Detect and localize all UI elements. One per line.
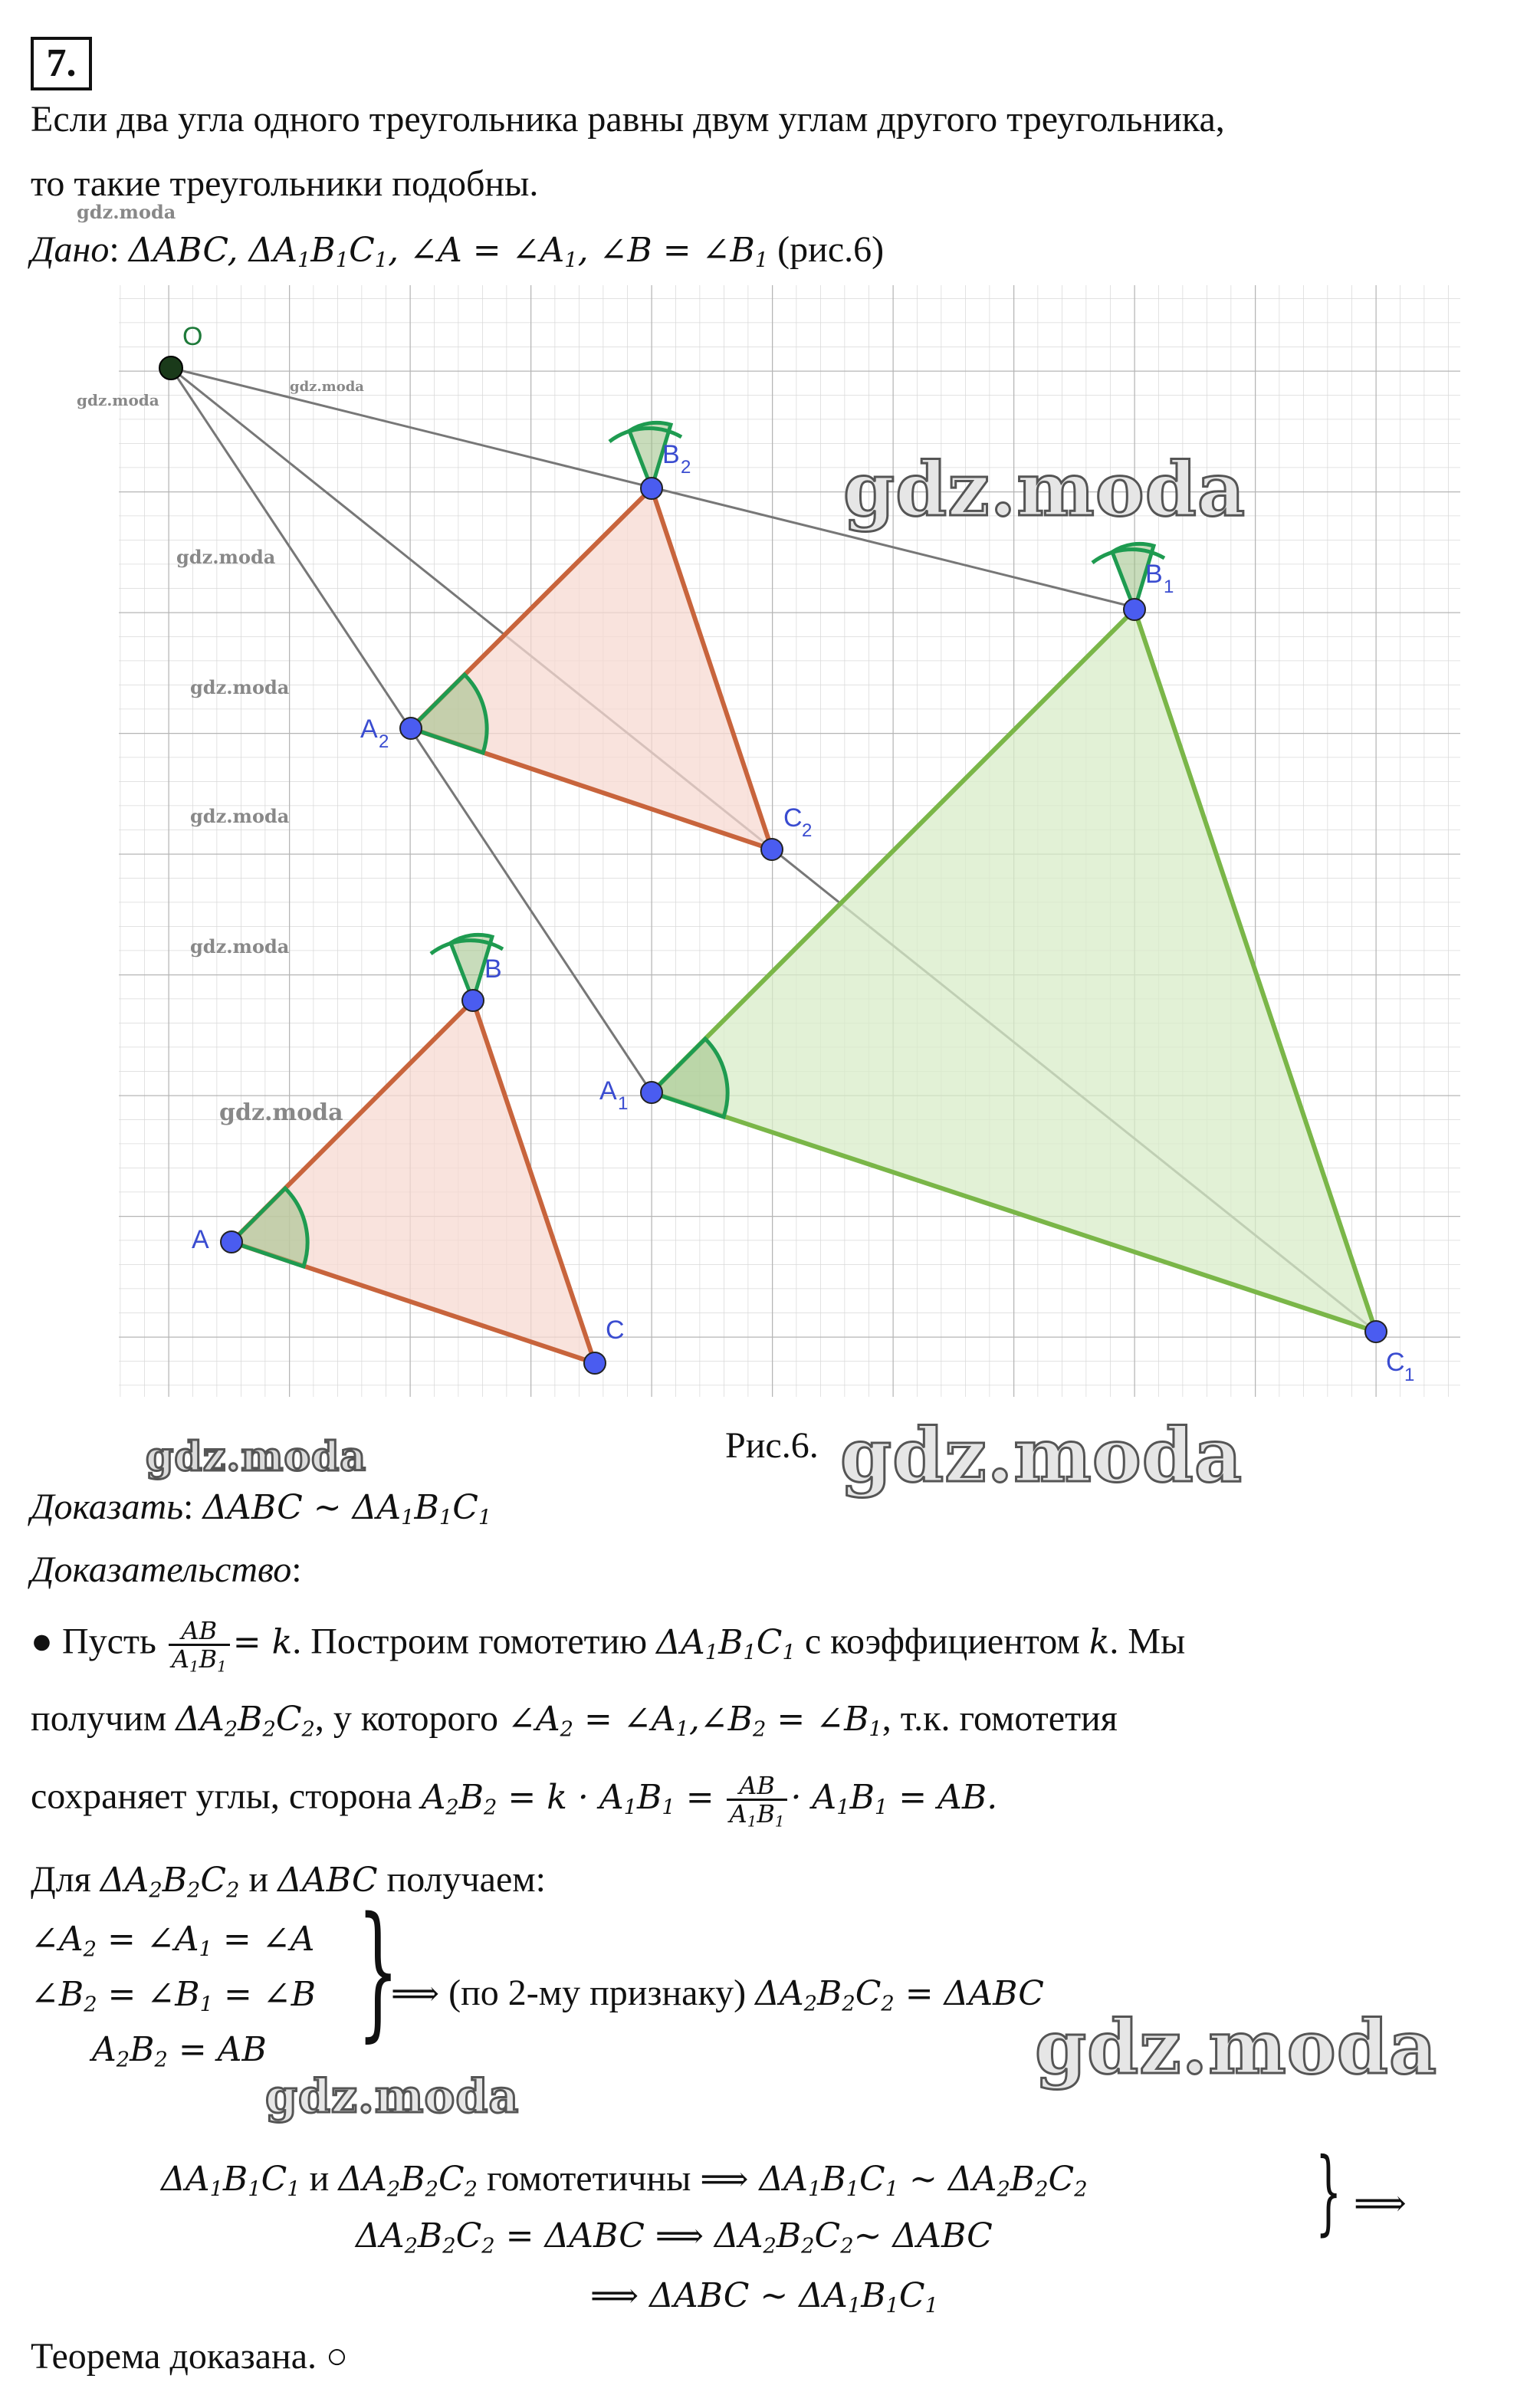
- watermark: gdz.moda: [77, 391, 159, 409]
- proof-line-1: ● Пусть $\frac{AB}{A_1B_1}$ = k. Построим гомотетию $\Delta A_1B_1C_1$ с коэффициентом k. Мы: [31, 1616, 1186, 1676]
- watermark: gdz.moda: [840, 1412, 1243, 1499]
- equality-similarity-line: $\Delta A_2B_2C_2 = \Delta ABC$ ⟹ $\Delta A_2B_2C_2\sim$ ΔABC: [356, 2216, 993, 2259]
- prove-line: Доказать: ΔABC ~ $\Delta A_1B_1C_1$: [31, 1487, 492, 1530]
- second-criterion-line: ⟹ (по 2-му признаку) $\Delta A_2B_2C_2 = \Delta ABC$: [391, 1973, 1044, 2016]
- point-c1: [1365, 1321, 1387, 1342]
- label-c1-sub: 1: [1404, 1365, 1415, 1385]
- point-b1: [1124, 599, 1145, 620]
- watermark: gdz.moda: [190, 805, 290, 827]
- point-c2: [761, 839, 783, 860]
- label-o: O: [182, 322, 203, 351]
- label-a1-sub: 1: [618, 1093, 629, 1114]
- label-a2-sub: 2: [379, 731, 389, 752]
- implies-arrow: ⟹: [1354, 2182, 1407, 2225]
- label-a1: A: [599, 1076, 617, 1106]
- conclusion: Теорема доказана. ○: [31, 2336, 349, 2377]
- equality-system: $\angle A_2$ = $\angle A_1$ = ∠A $\angle B_2$ = $\angle B_1$ = ∠B $A_2B_2$ = AB: [31, 1920, 317, 2072]
- homothety-line: $\Delta A_1B_1C_1$ и $\Delta A_2B_2C_2$ гомотетичны ⟹ $\Delta A_1B_1C_1$ ~ $\Delta A_2B_2C_2$: [161, 2158, 1088, 2202]
- watermark: gdz.moda: [146, 1434, 367, 1480]
- watermark: gdz.moda: [265, 2070, 520, 2124]
- watermark: gdz.moda: [77, 201, 176, 223]
- bullet-icon: ●: [31, 1621, 53, 1662]
- label-a2: A: [360, 715, 378, 744]
- given-line: Дано: ΔABC, $\Delta A_1B_1C_1$, ∠A = $\angle A_1$, ∠B = $\angle B_1$ (рис.6): [31, 229, 885, 273]
- label-b: B: [484, 954, 502, 984]
- proof-label: Доказательство: [31, 1549, 292, 1590]
- watermark: gdz.moda: [190, 676, 290, 698]
- figure-diagram: [115, 282, 1464, 1401]
- watermark: gdz.moda: [190, 935, 290, 958]
- figure-caption: Рис.6.: [725, 1425, 819, 1466]
- point-a1: [641, 1082, 662, 1103]
- label-c1: C: [1386, 1348, 1405, 1377]
- label-b1-sub: 1: [1164, 577, 1174, 597]
- right-brace-2: }: [1315, 2139, 1342, 2246]
- proof-line-3: сохраняет углы, сторона $A_2B_2 = k \cdot A_1B_1$ = $\frac{AB}{A_1B_1}$ · $A_1B_1$ = AB.: [31, 1771, 998, 1831]
- statement-line-1: Если два угла одного треугольника равны двум углам другого треугольника,: [31, 99, 1225, 140]
- point-a2: [400, 718, 422, 739]
- watermark: gdz.moda: [1035, 2004, 1438, 2091]
- given-label: Дано: [31, 229, 110, 270]
- watermark: gdz.moda: [843, 446, 1246, 533]
- point-c: [584, 1352, 606, 1374]
- watermark: gdz.moda: [219, 1099, 343, 1126]
- prove-label: Доказать: [31, 1487, 184, 1527]
- point-b2: [641, 478, 662, 499]
- proof-line-4: Для $\Delta A_2B_2C_2$ и ΔABC получаем:: [31, 1859, 546, 1903]
- label-a: A: [192, 1225, 209, 1254]
- statement-line-2: то такие треугольники подобны.: [31, 163, 539, 204]
- label-c: C: [606, 1316, 625, 1345]
- proof-label-line: Доказательство:: [31, 1549, 302, 1590]
- fraction-ab-a1b1-2: $\frac{AB}{A_1B_1}$: [727, 1772, 788, 1827]
- fraction-ab-a1b1: $\frac{AB}{A_1B_1}$: [169, 1618, 230, 1672]
- label-c2-sub: 2: [802, 820, 813, 841]
- label-b2-sub: 2: [681, 457, 691, 478]
- right-brace-1: }: [357, 1886, 399, 2055]
- label-b2: B: [662, 440, 680, 469]
- label-b1: B: [1145, 560, 1163, 589]
- point-a: [221, 1231, 242, 1253]
- point-b: [462, 990, 484, 1011]
- final-result-line: ⟹ ΔABC ~ $\Delta A_1B_1C_1$: [590, 2276, 938, 2318]
- watermark: gdz.moda: [290, 379, 364, 395]
- point-o: [159, 356, 182, 379]
- watermark: gdz.moda: [176, 546, 276, 568]
- label-c2: C: [783, 803, 803, 833]
- problem-number: 7.: [31, 37, 92, 90]
- proof-line-2: получим $\Delta A_2B_2C_2$, у которого $\angle A_2$ = $\angle A_1,\angle B_2$ = $\angle B_1$, т.к. гомотетия: [31, 1698, 1118, 1742]
- figure-reference: (рис.6): [777, 229, 885, 270]
